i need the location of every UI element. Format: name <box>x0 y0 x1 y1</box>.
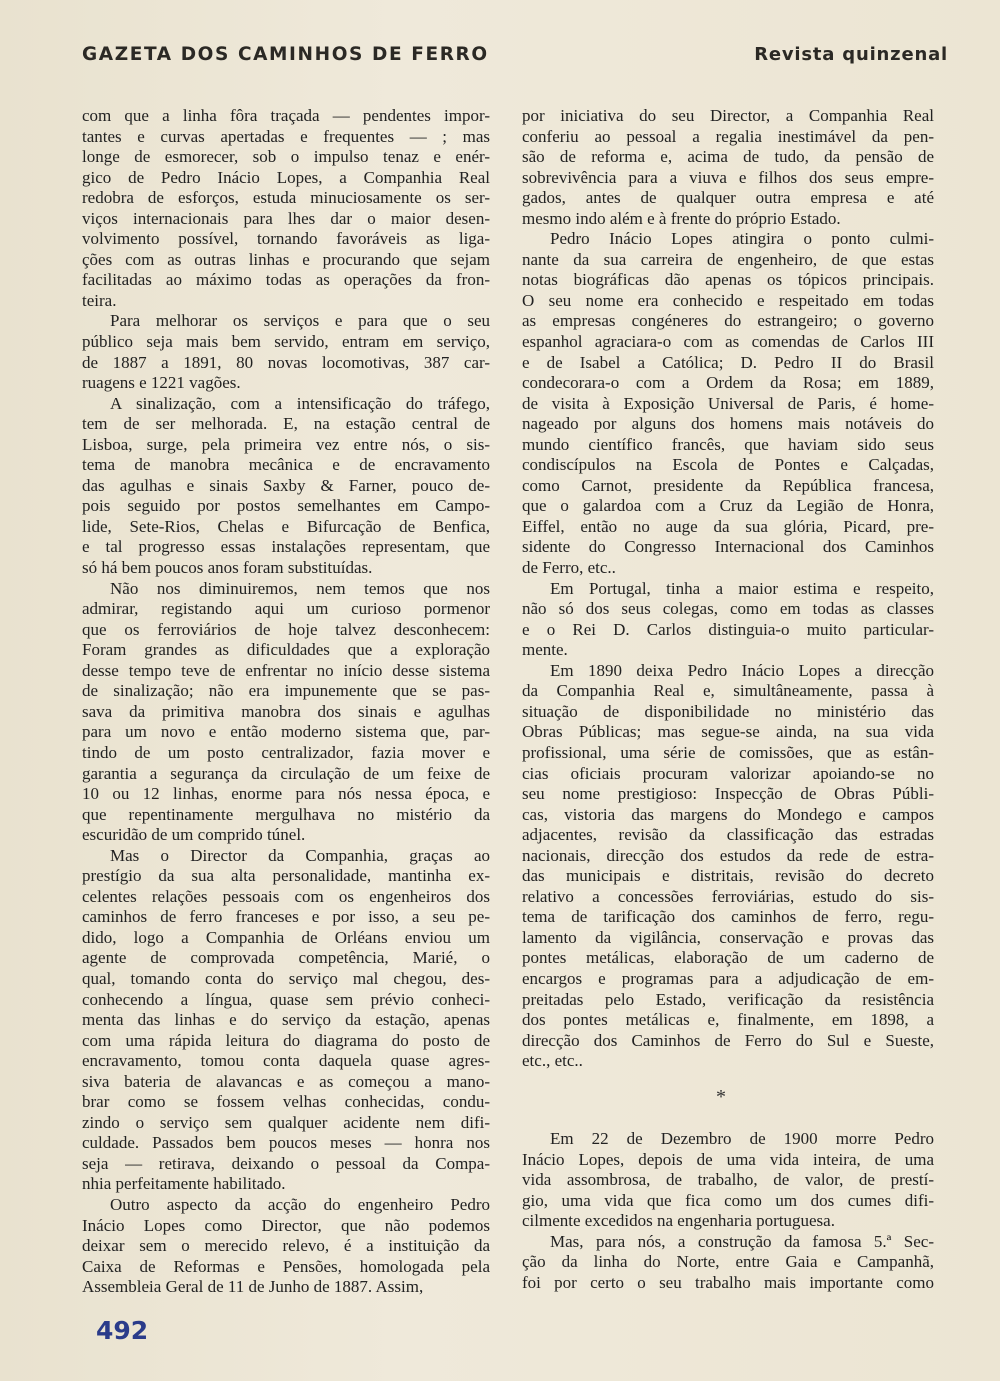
text-line: desse tempo teve de enfrentar no início desse sistema <box>82 660 490 680</box>
text-line: de Ferro, etc.. <box>522 558 616 578</box>
text-line: público seja mais bem servido, entram em serviço, <box>82 332 490 352</box>
text-line: profissional, uma série de comissões, que as estân- <box>522 742 934 762</box>
text-line: menta das linhas e do serviço da estação, apenas <box>82 1010 490 1030</box>
text-line: condiscípulos na Escola de Pontes e Calçadas, <box>522 455 934 475</box>
text-line: mundo científico francês, que haviam sido seus <box>522 434 934 454</box>
text-line: Inácio Lopes como Director, que não podemos <box>82 1215 490 1235</box>
left-column <box>82 106 490 1298</box>
text-line: A sinalização, com a intensificação do tráfego, <box>110 393 490 413</box>
text-line: ção da linha do Norte, entre Gaia e Campanhã, <box>522 1252 934 1272</box>
text-line: Mas, para nós, a construção da famosa 5.ª Sec- <box>550 1231 934 1251</box>
text-line: de visita à Exposição Universal de Paris, é home- <box>522 393 934 413</box>
text-line: redobra de esforços, estuda minuciosamente os ser- <box>82 188 490 208</box>
text-line: Para melhorar os serviços e para que o seu <box>110 311 490 331</box>
text-line: cas, vistoria das margens do Mondego e campos <box>522 804 934 824</box>
text-line: Outro aspecto da acção do engenheiro Pedro <box>110 1194 490 1214</box>
text-line: sobrevivência para a viuva e filhos dos seus empre- <box>522 167 934 187</box>
text-line: deixar sem o merecido relevo, é a instituição da <box>82 1236 490 1256</box>
right-column-top <box>522 106 934 1072</box>
text-line: seja — retirava, deixando o pessoal da Compa- <box>82 1153 490 1173</box>
text-line: relativo a concessões ferroviárias, estudo do sis- <box>522 886 934 906</box>
text-line: só há bem poucos anos foram substituídas. <box>82 558 373 578</box>
text-line: volvimento possível, tornando favoráveis as liga- <box>82 229 490 249</box>
text-line: por iniciativa do seu Director, a Companhia Real <box>522 106 934 125</box>
text-line: Mas o Director da Companhia, graças ao <box>110 845 490 865</box>
text-line: garantia a segurança da circulação de um feixe de <box>82 763 490 783</box>
text-line: lamento da vigilância, conservação e provas das <box>522 927 934 947</box>
text-line: Em 1890 deixa Pedro Inácio Lopes a direcção <box>550 660 934 680</box>
text-line: tantes e curvas apertadas e frequentes — ; mas <box>82 126 490 146</box>
text-line: Em 22 de Dezembro de 1900 morre Pedro <box>550 1129 934 1148</box>
text-line: Assembleia Geral de 11 de Junho de 1887. Assim, <box>82 1277 424 1297</box>
text-line: das agulhas e sinais Saxby & Farner, pouco de- <box>82 475 490 495</box>
text-line: que o galardoa com a Cruz da Legião de Honra, <box>522 496 934 516</box>
text-line: sidente do Congresso Internacional dos Caminhos <box>522 537 934 557</box>
text-line: nacionais, direcção dos estudos da rede de estra- <box>522 845 934 865</box>
text-line: tindo de um posto centralizador, fazia mover e <box>82 742 490 762</box>
text-line: notas biográficas dão apenas os tópicos principais. <box>522 270 934 290</box>
text-line: seu nome prestigioso: Inspecção de Obras Públi- <box>522 784 934 804</box>
text-line: teira. <box>82 290 117 310</box>
text-line: condecorara-o com a Ordem da Rosa; em 1889, <box>522 373 934 393</box>
right-column-bottom <box>522 1129 934 1293</box>
text-line: Lisboa, surge, pela primeira vez entre nós, o sis- <box>82 434 490 454</box>
journal-subtitle: Revista quinzenal <box>754 44 948 65</box>
text-line: as empresas congéneres do estrangeiro; o governo <box>522 311 934 331</box>
text-line: dos pontes metálicas e, finalmente, em 1898, a <box>522 1010 934 1030</box>
text-line: 10 ou 12 linhas, enorme para nós nessa época, e <box>82 784 490 804</box>
text-line: mesmo indo além e à frente do próprio Estado. <box>522 208 841 228</box>
journal-title: GAZETA DOS CAMINHOS DE FERRO <box>82 44 489 65</box>
text-line: nhia perfeitamente habilitado. <box>82 1174 286 1194</box>
text-line: Inácio Lopes, depois de uma vida inteira, de uma <box>522 1149 934 1169</box>
text-line: e tal progresso essas instalações representam, que <box>82 537 490 557</box>
text-line: como Carnot, presidente da República francesa, <box>522 475 934 495</box>
text-line: das municipais e distritais, revisão do decreto <box>522 866 934 886</box>
text-line: culdade. Passados bem poucos meses — honra nos <box>82 1133 490 1153</box>
text-line: e de Isabel a Católica; D. Pedro II do Brasil <box>522 352 934 372</box>
text-line: direcção dos Caminhos de Ferro do Sul e Sueste, <box>522 1030 934 1050</box>
text-line: qual, tomando conta do serviço mal chegou, des- <box>82 968 490 988</box>
text-line: encargos e programas para a adjudicação de em- <box>522 968 934 988</box>
text-line: situação de disponibilidade no ministério das <box>522 701 934 721</box>
text-line: encravamento, tomou conta daquela quase agres- <box>82 1051 490 1071</box>
text-line: ruagens e 1221 vagões. <box>82 373 241 393</box>
text-line: agente de comprovada competência, Marié, o <box>82 948 490 968</box>
text-line: mente. <box>522 640 568 660</box>
text-line: adjacentes, revisão da classificação das estradas <box>522 825 934 845</box>
text-line: Caixa de Reformas e Pensões, homologada pela <box>82 1256 490 1276</box>
text-line: Eiffel, então no auge da sua glória, Picard, pre- <box>522 516 934 536</box>
text-line: espanhol agraciara-o com as comendas de Carlos III <box>522 332 934 352</box>
text-line: tem de ser melhorada. E, na estação central de <box>82 414 490 434</box>
text-line: siva bateria de alavancas e as começou a mano- <box>82 1071 490 1091</box>
text-line: tema de manobra mecânica e de encravamento <box>82 455 490 475</box>
text-line: Obras Públicas; mas segue-se ainda, na sua vida <box>522 722 934 742</box>
text-line: zindo o serviço sem qualquer acidente nem difi- <box>82 1112 490 1132</box>
text-line: conferiu ao pessoal a regalia inestimável da pen- <box>522 126 934 146</box>
text-line: ções com as outras linhas e procurando que sejam <box>82 249 490 269</box>
text-line: pois seguido por postos semelhantes em Campo- <box>82 496 490 516</box>
page-header <box>82 44 948 80</box>
text-line: cias oficiais procuram valorizar apoiando-se no <box>522 763 934 783</box>
text-line: Em Portugal, tinha a maior estima e respeito, <box>550 578 934 598</box>
text-line: escuridão de um comprido túnel. <box>82 825 306 845</box>
text-line: e o Rei D. Carlos distinguia-o muito particular- <box>522 619 934 639</box>
text-line: para um novo e então moderno sistema que, par- <box>82 722 490 742</box>
text-line: Não nos diminuiremos, nem temos que nos <box>110 578 490 598</box>
text-line: O seu nome era conhecido e respeitado em todas <box>522 290 934 310</box>
text-line: etc., etc.. <box>522 1051 583 1071</box>
text-line: foi por certo o seu trabalho mais importante como <box>522 1272 934 1292</box>
text-line: são de reforma e, acima de tudo, da pensão de <box>522 147 934 167</box>
text-line: cilmente excedidos na engenharia portuguesa. <box>522 1211 835 1231</box>
text-line: da Companhia Real e, simultâneamente, passa à <box>522 681 934 701</box>
text-line: admirar, registando aqui um curioso pormenor <box>82 599 490 619</box>
text-line: com uma rápida leitura do diagrama do posto de <box>82 1030 490 1050</box>
text-line: Foram grandes as dificuldades que a exploração <box>82 640 490 660</box>
text-line: não só dos seus colegas, como em todas as classes <box>522 599 934 619</box>
text-line: caminhos de ferro franceses e por isso, a seu pe- <box>82 907 490 927</box>
text-line: longe de esmorecer, sob o impulso tenaz e enér- <box>82 147 490 167</box>
text-line: nageado por alguns dos homens mais notáveis do <box>522 414 934 434</box>
text-line: celentes relações pessoais com os engenheiros dos <box>82 886 490 906</box>
page-number: 492 <box>96 1316 149 1345</box>
text-line: Pedro Inácio Lopes atingira o ponto culmi- <box>550 229 934 249</box>
text-line: pontes metálicas, elaboração de um caderno de <box>522 948 934 968</box>
text-line: sava da primitiva manobra dos sinais e agulhas <box>82 701 490 721</box>
text-line: dido, logo a Companhia de Orléans enviou um <box>82 927 490 947</box>
text-line: com que a linha fôra traçada — pendentes impor- <box>82 106 490 125</box>
text-line: nante da sua carreira de engenheiro, de que estas <box>522 249 934 269</box>
text-line: facilitadas ao máximo todas as operações da fron- <box>82 270 490 290</box>
text-line: preitadas pelo Estado, verificação da resistência <box>522 989 934 1009</box>
text-line: de sinalização; não era impunemente que se pas- <box>82 681 490 701</box>
text-line: gio, uma vida que fica como um dos cumes difi- <box>522 1190 934 1210</box>
section-separator: * <box>716 1086 726 1108</box>
text-line: brar como se fossem velhas conhecidas, condu- <box>82 1092 490 1112</box>
text-line: viços internacionais para lhes dar o maior desen- <box>82 208 490 228</box>
text-line: lide, Sete-Rios, Chelas e Bifurcação de Benfica, <box>82 516 490 536</box>
text-line: que os ferroviários de hoje talvez desconhecem: <box>82 619 490 639</box>
text-line: tema de tarificação dos caminhos de ferro, regu- <box>522 907 934 927</box>
text-line: conhecendo a língua, quase sem prévio conheci- <box>82 989 490 1009</box>
text-line: gados, antes de qualquer outra empresa e até <box>522 188 934 208</box>
text-line: gico de Pedro Inácio Lopes, a Companhia Real <box>82 167 490 187</box>
text-line: prestígio da sua alta personalidade, mantinha ex- <box>82 866 490 886</box>
text-line: de 1887 a 1891, 80 novas locomotivas, 387 car- <box>82 352 490 372</box>
text-line: vida assombrosa, de trabalho, de valor, de prestí- <box>522 1170 934 1190</box>
text-line: que repentinamente mergulhava no mistério da <box>82 804 490 824</box>
